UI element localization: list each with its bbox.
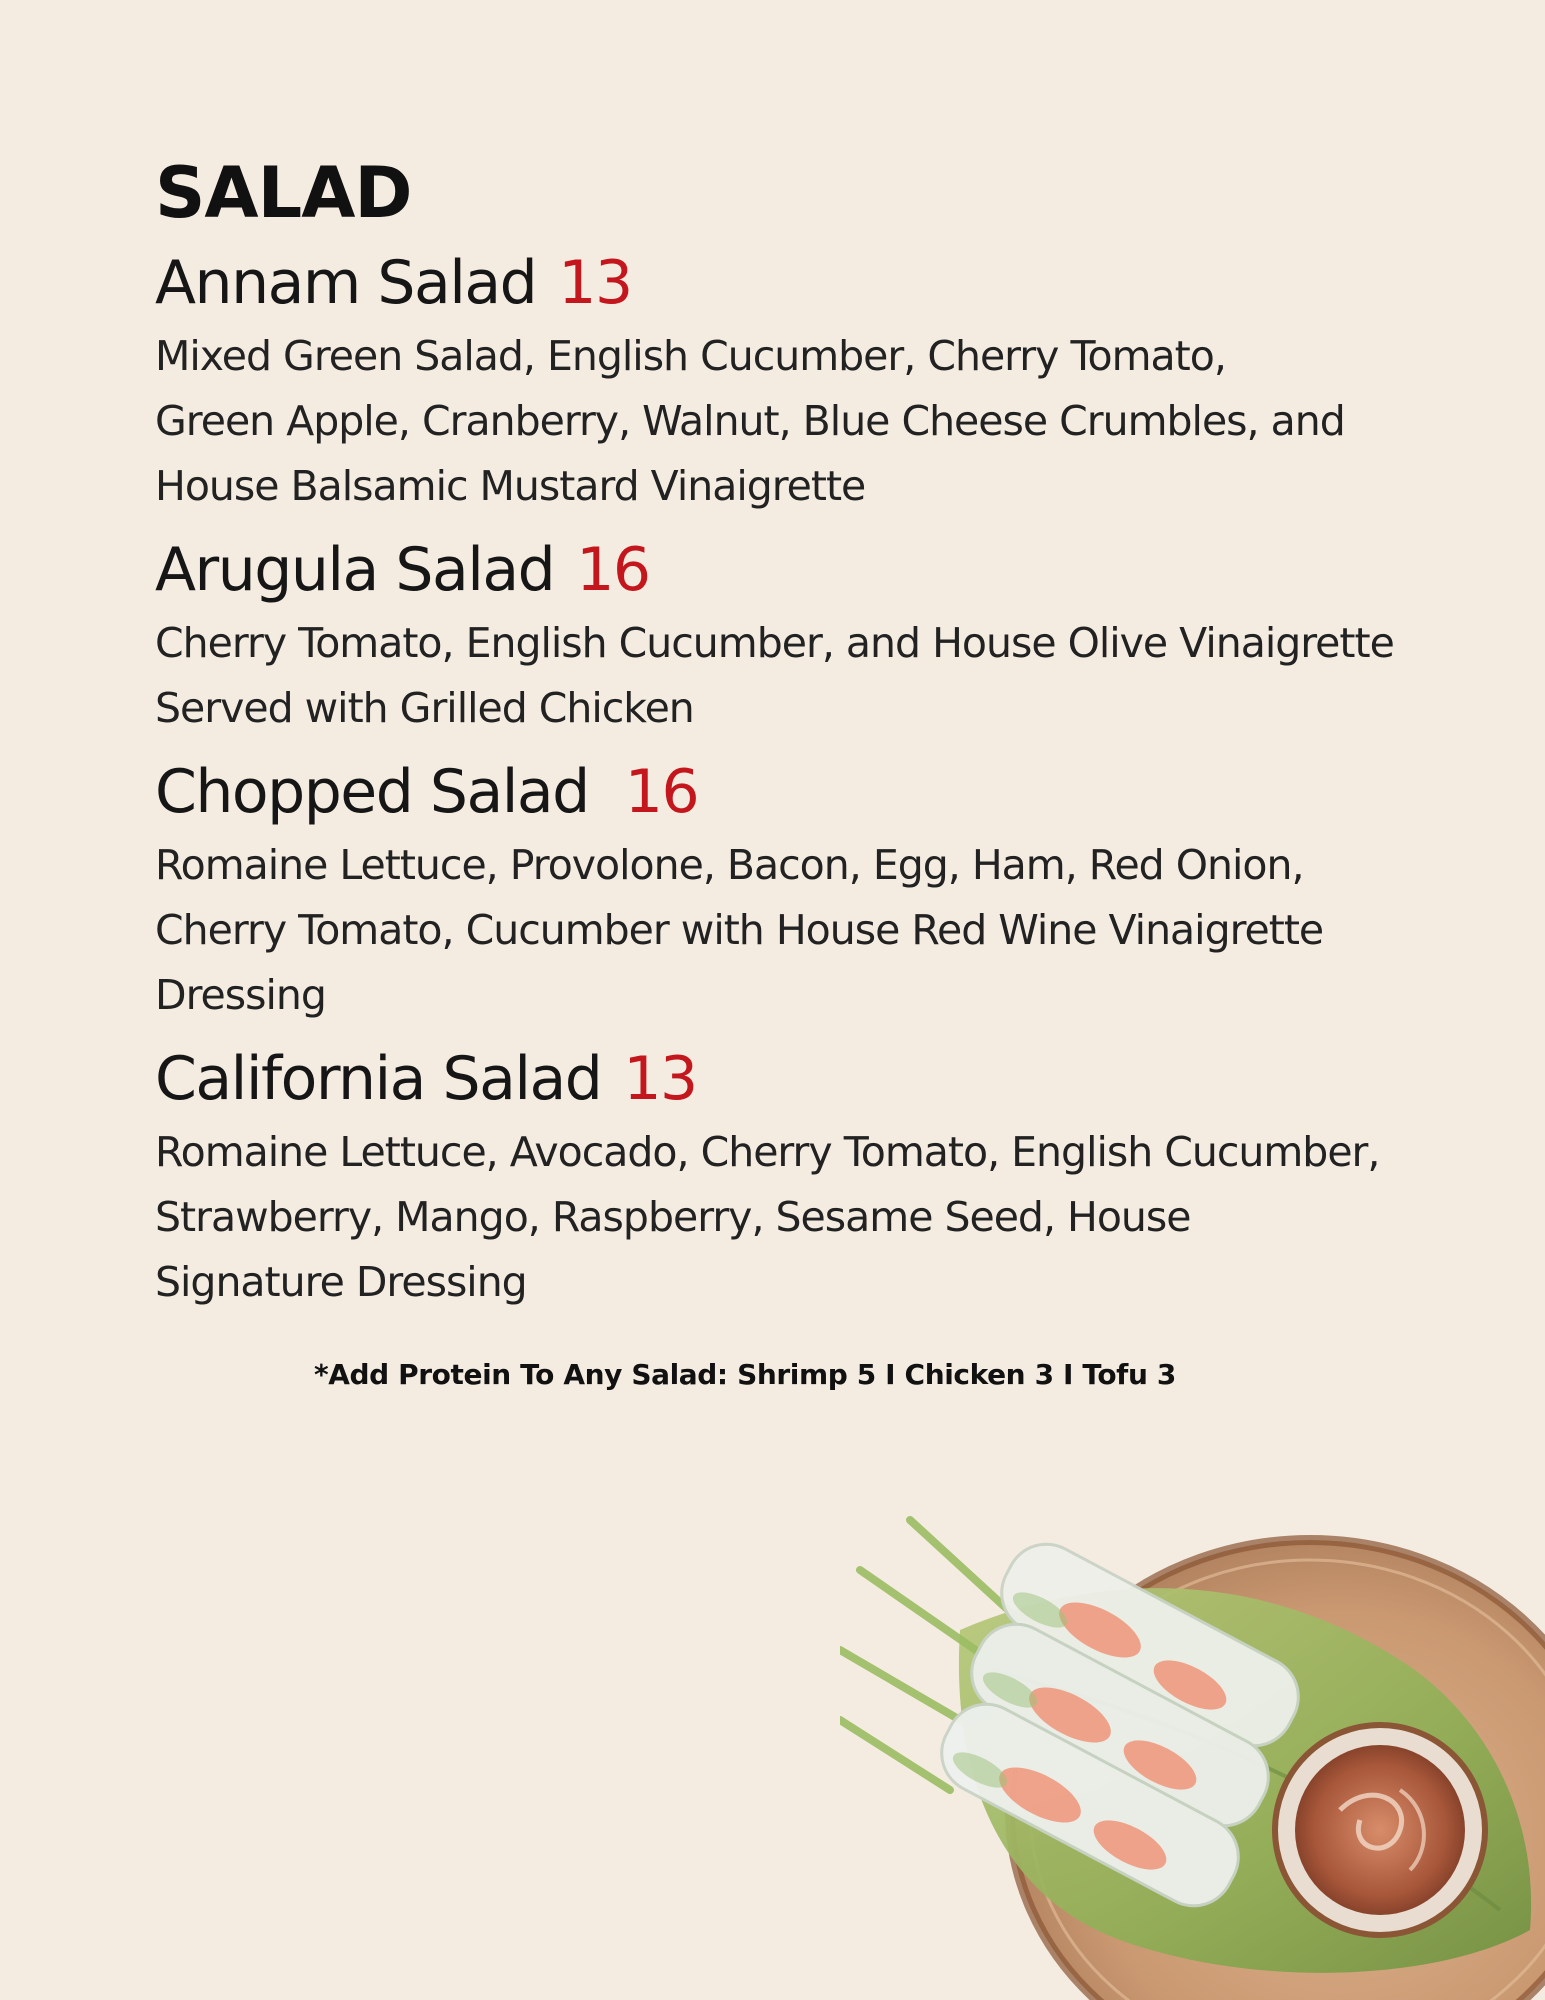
menu-item-description: Cherry Tomato, English Cucumber, and House Olive Vinaigrette Served with Grilled Chicken: [155, 619, 1394, 732]
menu-item-description: Romaine Lettuce, Provolone, Bacon, Egg, Ham, Red Onion, Cherry Tomato, Cucumber with House Red Wine Vinaigrette Dressing: [155, 841, 1324, 1019]
menu-item-header: [155, 751, 1415, 833]
menu-item-header: [155, 1038, 1415, 1120]
menu-item-price: 16: [624, 757, 699, 827]
menu-item-header: [155, 529, 1415, 611]
menu-section: [155, 148, 1415, 1325]
menu-item-price: 16: [576, 535, 650, 605]
menu-item-arugula-salad: [155, 529, 1415, 741]
menu-item-price: 13: [558, 248, 632, 318]
menu-item-description: Romaine Lettuce, Avocado, Cherry Tomato, English Cucumber, Strawberry, Mango, Raspberry, Sesame Seed, House Signature Dressing: [155, 1128, 1380, 1306]
menu-item-california-salad: [155, 1038, 1415, 1315]
menu-item-name: Annam Salad: [155, 248, 537, 318]
menu-item-name: Arugula Salad: [155, 535, 555, 605]
menu-item-description: Mixed Green Salad, English Cucumber, Cherry Tomato, Green Apple, Cranberry, Walnut, Blue Cheese Crumbles, and House Balsamic Mustard Vinaigrette: [155, 332, 1345, 510]
spring-rolls-illustration: [840, 1510, 1545, 2000]
menu-item-price: 13: [623, 1044, 697, 1114]
menu-item-header: [155, 242, 1415, 324]
menu-item-chopped-salad: [155, 751, 1415, 1028]
section-title: SALAD: [155, 152, 412, 234]
dipping-sauce: [1295, 1745, 1465, 1915]
menu-item-name: Chopped Salad: [155, 757, 589, 827]
menu-item-annam-salad: [155, 242, 1415, 519]
protein-add-on-note: *Add Protein To Any Salad: Shrimp 5 I Chicken 3 I Tofu 3: [314, 1358, 1176, 1391]
menu-item-name: California Salad: [155, 1044, 602, 1114]
